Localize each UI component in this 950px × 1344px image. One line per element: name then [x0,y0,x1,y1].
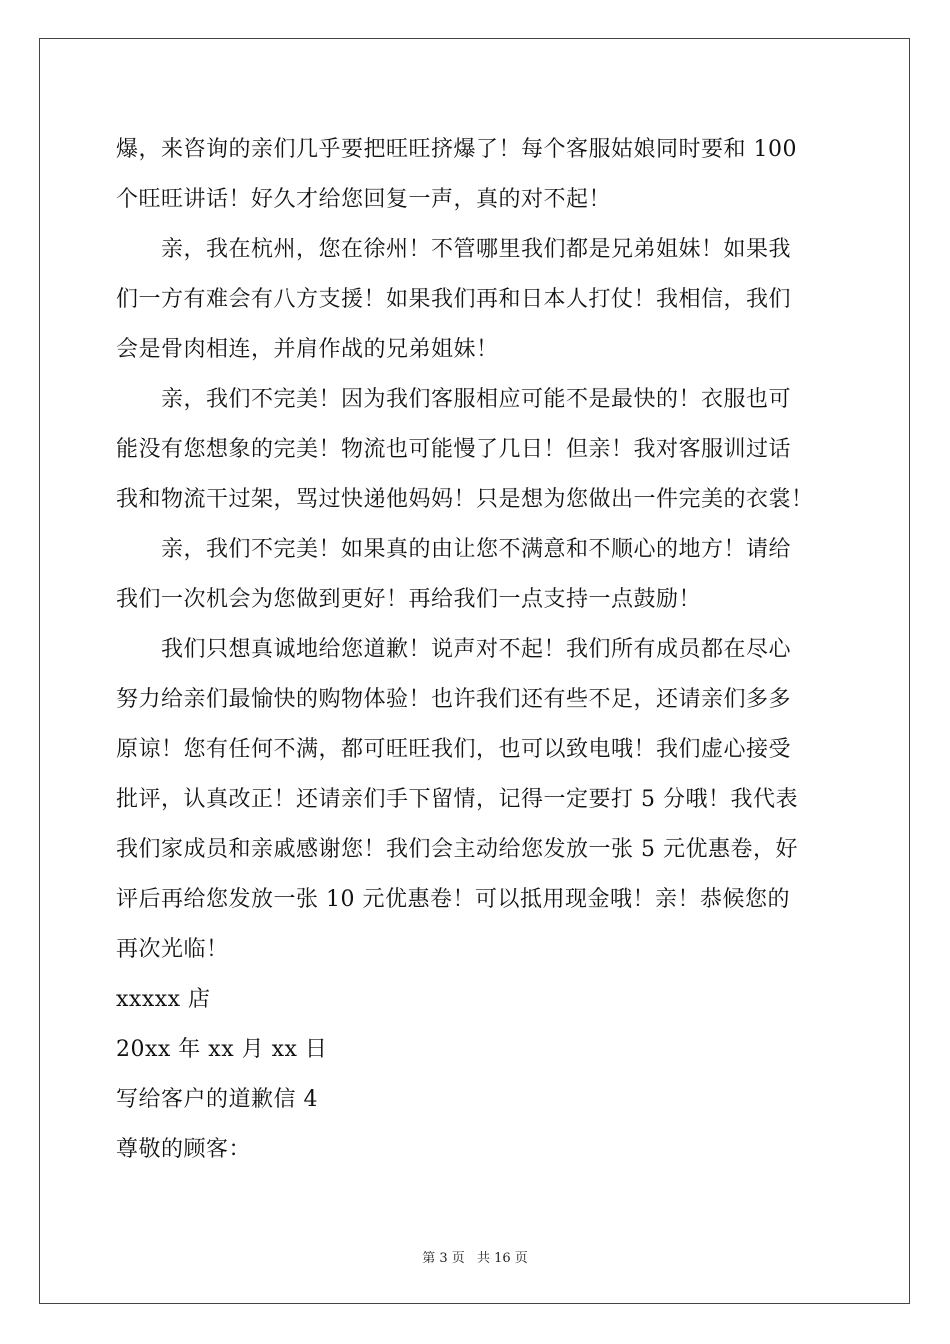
text-line: 努力给亲们最愉快的购物体验！也许我们还有些不足，还请亲们多多 [116,687,792,712]
text-line: 原谅！您有任何不满，都可旺旺我们，也可以致电哦！我们虚心接受 [116,737,792,762]
text-line: 亲，我在杭州，您在徐州！不管哪里我们都是兄弟姐妹！如果我 [116,237,792,262]
text-line: 爆，来咨询的亲们几乎要把旺旺挤爆了！每个客服姑娘同时要和 100 [116,137,797,162]
text-line: 批评，认真改正！还请亲们手下留情，记得一定要打 5 分哦！我代表 [116,787,798,812]
text-line: 我们家成员和亲戚感谢您！我们会主动给您发放一张 5 元优惠卷，好 [116,837,798,862]
signature-shop: xxxxx 店 [116,987,211,1012]
text-line: 会是骨肉相连，并肩作战的兄弟姐妹！ [116,337,499,362]
text-line: 能没有您想象的完美！物流也可能慢了几日！但亲！我对客服训过话 [116,437,792,462]
text-line: 我们只想真诚地给您道歉！说声对不起！我们所有成员都在尽心 [116,637,792,662]
text-line: 们一方有难会有八方支援！如果我们再和日本人打仗！我相信，我们 [116,287,792,312]
text-line: 个旺旺讲话！好久才给您回复一声，真的对不起！ [116,187,612,212]
text-line: 评后再给您发放一张 10 元优惠卷！可以抵用现金哦！亲！恭候您的 [116,887,790,912]
text-line: 亲，我们不完美！因为我们客服相应可能不是最快的！衣服也可 [116,387,792,412]
text-line: 再次光临！ [116,937,229,962]
document-body [116,125,836,1175]
signature-date: 20xx 年 xx 月 xx 日 [116,1037,328,1062]
page-total: 共 16 页 [476,1251,528,1266]
salutation: 尊敬的顾客： [116,1137,252,1162]
text-line: 我们一次机会为您做到更好！再给我们一点支持一点鼓励！ [116,587,702,612]
text-line: 亲，我们不完美！如果真的由让您不满意和不顺心的地方！请给 [116,537,792,562]
page-number: 第 3 页 [422,1251,465,1266]
section-title: 写给客户的道歉信 4 [116,1087,318,1112]
text-line: 我和物流干过架，骂过快递他妈妈！只是想为您做出一件完美的衣裳！ [116,487,814,512]
page-footer [0,1247,950,1266]
